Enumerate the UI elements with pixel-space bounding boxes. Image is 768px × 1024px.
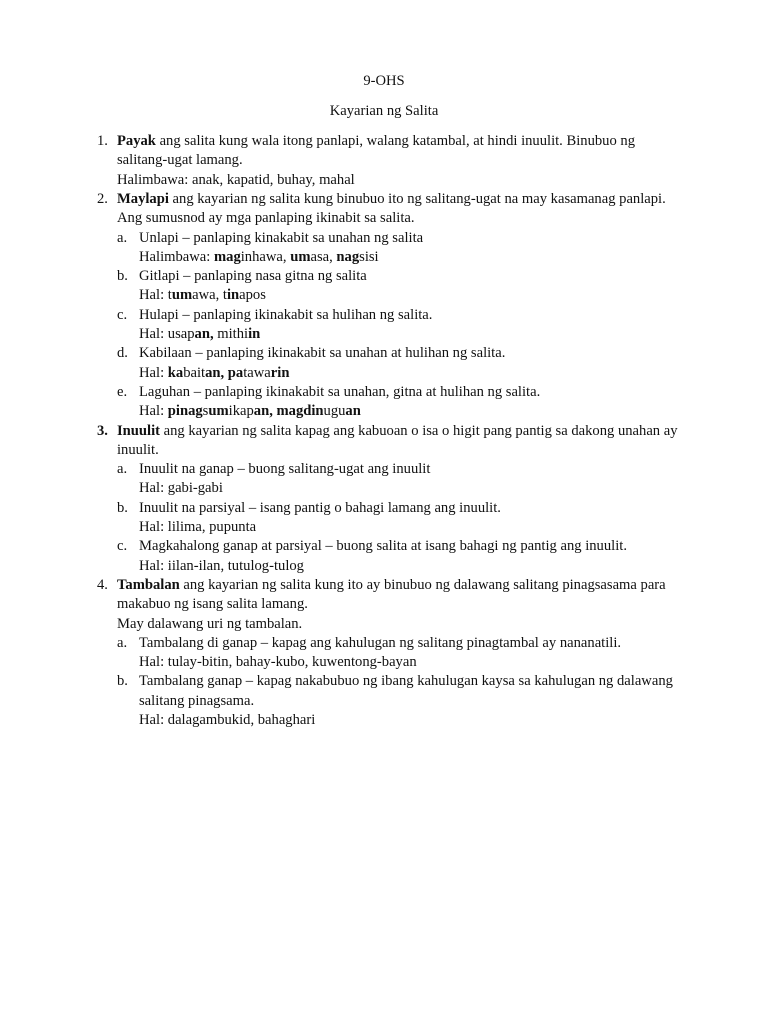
sub-item-letter: a. xyxy=(117,634,128,651)
text-segment: Hal: lilima, pupunta xyxy=(139,519,257,535)
sub-item-line xyxy=(139,634,621,653)
list-item-line xyxy=(117,615,302,634)
bold-text-segment: an, xyxy=(194,326,214,342)
bold-text-segment: mag xyxy=(213,248,241,265)
list-item-line xyxy=(117,190,666,209)
text-segment: ang kayarian ng salita kapag ang kabuoan o isa o higit pang pantig sa dakong unahan ay xyxy=(160,422,678,439)
bold-text-segment: Maylapi xyxy=(117,190,169,207)
sub-item-line xyxy=(139,364,289,383)
text-segment: mithi xyxy=(213,326,249,342)
text-segment: Halimbawa: xyxy=(139,248,214,265)
text-segment: Tambalang di ganap – kapag ang kahulugan ng salitang pinagtambal ay nananatili. xyxy=(139,634,622,651)
sub-item-line xyxy=(139,460,430,479)
text-segment: Hal: gabi-gabi xyxy=(139,480,223,497)
sub-item-line xyxy=(139,479,223,498)
sub-item-letter: a. xyxy=(117,229,128,246)
bold-text-segment: rin xyxy=(270,364,290,381)
list-item-line xyxy=(117,171,355,190)
sub-item-letter: c. xyxy=(117,538,128,555)
bold-text-segment: Tambalan xyxy=(117,576,180,593)
bold-text-segment: um xyxy=(290,248,311,265)
sub-item-line xyxy=(139,537,627,556)
list-item-line xyxy=(117,209,415,228)
text-segment: s xyxy=(202,403,209,420)
sub-item-line xyxy=(139,653,417,672)
list-item-line xyxy=(117,422,678,441)
list-item-number: 1. xyxy=(97,133,108,149)
list-item-number: 4. xyxy=(97,576,108,593)
text-segment: asa, xyxy=(310,248,337,265)
text-segment: Laguhan – panlaping ikinakabit sa unahan, gitna at hulihan ng salita. xyxy=(139,383,541,400)
sub-item-line xyxy=(139,306,432,325)
sub-item-letter: b. xyxy=(117,673,128,690)
sub-item-letter: d. xyxy=(117,345,128,362)
sub-item-line xyxy=(139,229,423,248)
text-segment: bait xyxy=(183,364,206,381)
bold-text-segment: ka xyxy=(167,364,184,381)
bold-text-segment: um xyxy=(171,287,193,304)
sub-item-line xyxy=(139,692,254,711)
text-segment: Ang sumusnod ay mga panlaping ikinabit sa salita. xyxy=(117,210,415,227)
bold-text-segment: an, magd xyxy=(253,403,312,420)
text-segment: inuulit. xyxy=(117,441,159,458)
sub-item-line xyxy=(139,286,266,305)
text-segment: salitang pinagsama. xyxy=(139,692,255,709)
text-segment: ikap xyxy=(228,403,254,420)
text-segment: Hal: dalagambukid, bahaghari xyxy=(139,712,316,728)
text-segment: ang kayarian ng salita kung binubuo ito ng salitang-ugat na may kasamanag panlapi. xyxy=(168,190,666,207)
bold-text-segment: pinag xyxy=(167,403,203,420)
sub-item-line xyxy=(139,711,315,730)
text-segment: Inuulit na ganap – buong salitang-ugat ang inuulit xyxy=(139,461,431,478)
text-segment: ugu xyxy=(323,403,346,420)
sub-item-letter: e. xyxy=(117,383,128,400)
text-segment: Hal: t xyxy=(139,287,172,304)
text-segment: Gitlapi – panlaping nasa gitna ng salita xyxy=(139,268,367,285)
document-code: 9-OHS xyxy=(363,73,405,89)
text-segment: Hal: usap xyxy=(139,326,195,342)
list-item-line xyxy=(117,132,635,151)
bold-text-segment: in xyxy=(311,403,324,420)
document-title: Kayarian ng Salita xyxy=(329,103,439,119)
text-segment: Hulapi – panlaping ikinakabit sa hulihan ng salita. xyxy=(139,306,433,323)
sub-item-line xyxy=(139,499,501,518)
list-item-line xyxy=(117,576,666,595)
sub-item-line xyxy=(139,402,361,421)
list-item-line xyxy=(117,151,243,170)
bold-text-segment: Inuulit xyxy=(117,422,160,439)
text-segment: makabuo ng isang salita lamang. xyxy=(117,596,308,613)
sub-item-line xyxy=(139,248,379,267)
sub-item-line xyxy=(139,267,367,286)
sub-item-line xyxy=(139,383,540,402)
text-segment: apos xyxy=(239,287,266,304)
list-item-line xyxy=(117,441,159,460)
sub-item-line xyxy=(139,518,256,537)
sub-item-letter: c. xyxy=(117,306,128,323)
bold-text-segment: an xyxy=(345,403,361,420)
list-item-number: 2. xyxy=(97,190,108,207)
bold-text-segment: in xyxy=(226,287,240,304)
text-segment: Unlapi – panlaping kinakabit sa unahan ng salita xyxy=(139,229,424,246)
text-segment: Hal: tulay-bitin, bahay-kubo, kuwentong-bayan xyxy=(139,654,417,671)
list-item-number: 3. xyxy=(97,422,108,439)
bold-text-segment: in xyxy=(248,326,261,342)
text-segment: Halimbawa: anak, kapatid, buhay, mahal xyxy=(117,171,355,188)
sub-item-letter: b. xyxy=(117,499,128,516)
text-segment: Hal: iilan-ilan, tutulog-tulog xyxy=(139,557,304,574)
text-segment: Kabilaan – panlaping ikinakabit sa unahan at hulihan ng salita. xyxy=(139,345,506,362)
text-segment: Tambalang ganap – kapag nakabubuo ng ibang kahulugan kaysa sa kahulugan ng dalawang xyxy=(139,673,673,690)
list-item-line xyxy=(117,595,308,614)
text-segment: ang kayarian ng salita kung ito ay binubuo ng dalawang salitang pinagsasama para xyxy=(179,576,666,593)
bold-text-segment: nag xyxy=(336,248,360,265)
text-segment: salitang-ugat lamang. xyxy=(117,152,243,169)
bold-text-segment: Payak xyxy=(117,133,156,149)
text-segment: sisi xyxy=(359,248,379,265)
text-segment: tawa xyxy=(243,364,271,381)
text-segment: Hal: xyxy=(139,403,168,420)
text-segment: Magkahalong ganap at parsiyal – buong salita at isang bahagi ng pantig ang inuulit. xyxy=(139,538,627,555)
text-segment: Inuulit na parsiyal – isang pantig o bahagi lamang ang inuulit. xyxy=(139,499,501,516)
text-segment: inhawa, xyxy=(240,248,291,265)
text-segment: May dalawang uri ng tambalan. xyxy=(117,615,303,632)
text-segment: Hal: xyxy=(139,364,168,381)
sub-item-line xyxy=(139,672,673,691)
text-segment: ang salita kung wala itong panlapi, walang katambal, at hindi inuulit. Binubuo ng xyxy=(155,133,635,149)
sub-item-letter: a. xyxy=(117,461,128,478)
text-segment: awa, t xyxy=(192,287,227,304)
sub-item-line xyxy=(139,325,260,344)
bold-text-segment: an, pa xyxy=(205,364,244,381)
sub-item-line xyxy=(139,557,304,576)
sub-item-letter: b. xyxy=(117,268,128,285)
bold-text-segment: um xyxy=(208,403,229,420)
sub-item-line xyxy=(139,344,505,363)
